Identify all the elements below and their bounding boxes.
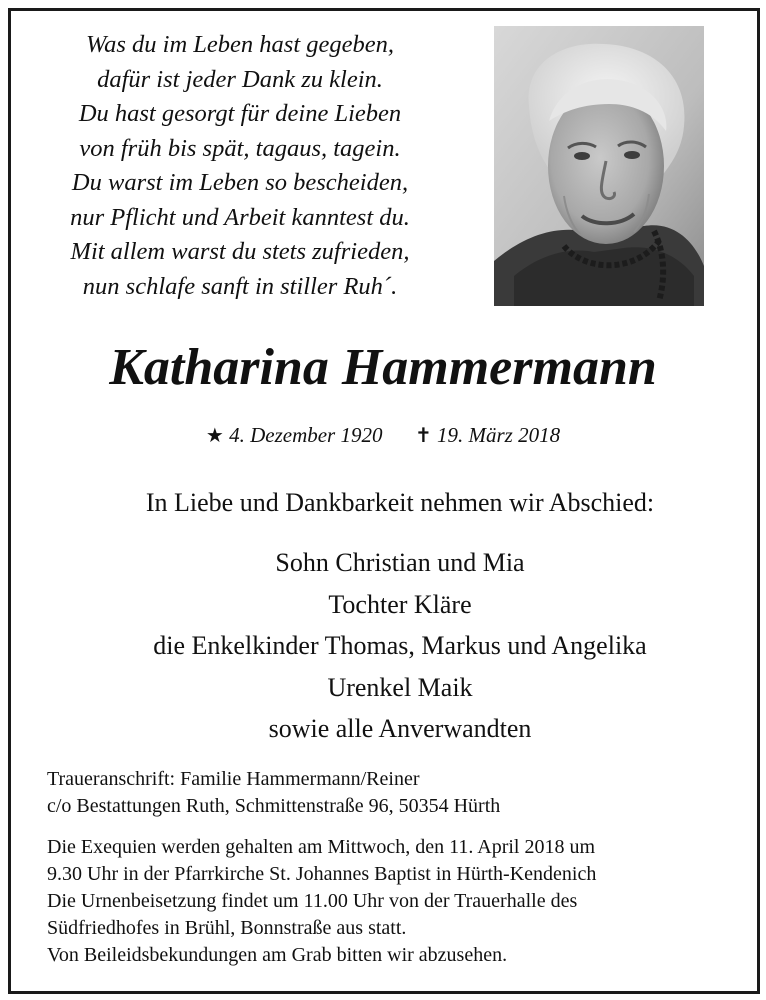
mourner-line: Tochter Kläre (328, 589, 472, 619)
farewell-intro: In Liebe und Dankbarkeit nehmen wir Abschied: (145, 488, 655, 517)
details-line: Die Urnenbeisetzung findet um 11.00 Uhr von der Trauerhalle des (47, 890, 578, 912)
life-dates (0, 423, 766, 448)
mourner-line: Sohn Christian und Mia (275, 548, 525, 577)
poem-line: Du hast gesorgt für deine Lieben (78, 100, 402, 127)
star-icon: ★ (205, 425, 224, 447)
mourner-line: die Enkelkinder Thomas, Markus und Angelika (153, 631, 647, 660)
poem-line: nur Pflicht und Arbeit kanntest du. (70, 203, 410, 231)
portrait-photo (494, 26, 704, 306)
address-line: c/o Bestattungen Ruth, Schmittenstraße 96, 50354 Hürth (47, 795, 501, 817)
cross-icon: ✝ (414, 425, 432, 447)
birth-date: 4. Dezember 1920 (229, 423, 383, 447)
death-date: 19. März 2018 (437, 423, 561, 447)
deceased-name: Katharina Hammermann (109, 339, 657, 396)
mourners-list (0, 542, 766, 750)
funeral-details (47, 834, 596, 969)
poem-line: Was du im Leben hast gegeben, (85, 31, 395, 58)
memorial-poem (30, 28, 450, 304)
mourner-line: sowie alle Anverwandten (268, 714, 532, 743)
details-line: Von Beileidsbekundungen am Grab bitten wir abzusehen. (47, 944, 508, 966)
mourning-address (47, 766, 500, 820)
poem-line: Mit allem warst du stets zufrieden, (70, 238, 410, 265)
details-line: Die Exequien werden gehalten am Mittwoch, den 11. April 2018 um (47, 836, 596, 858)
poem-line: nun schlafe sanft in stiller Ruh´. (82, 272, 398, 300)
address-line: Traueranschrift: Familie Hammermann/Reiner (47, 768, 420, 790)
poem-line: von früh bis spät, tagaus, tagein. (79, 134, 401, 162)
poem-line: Du warst im Leben so bescheiden, (71, 169, 409, 196)
mourner-line: Urenkel Maik (327, 672, 473, 702)
poem-line: dafür ist jeder Dank zu klein. (97, 65, 383, 93)
details-line: 9.30 Uhr in der Pfarrkirche St. Johannes Baptist in Hürth-Kendenich (47, 863, 597, 885)
details-line: Südfriedhofes in Brühl, Bonnstraße aus statt. (47, 917, 407, 939)
